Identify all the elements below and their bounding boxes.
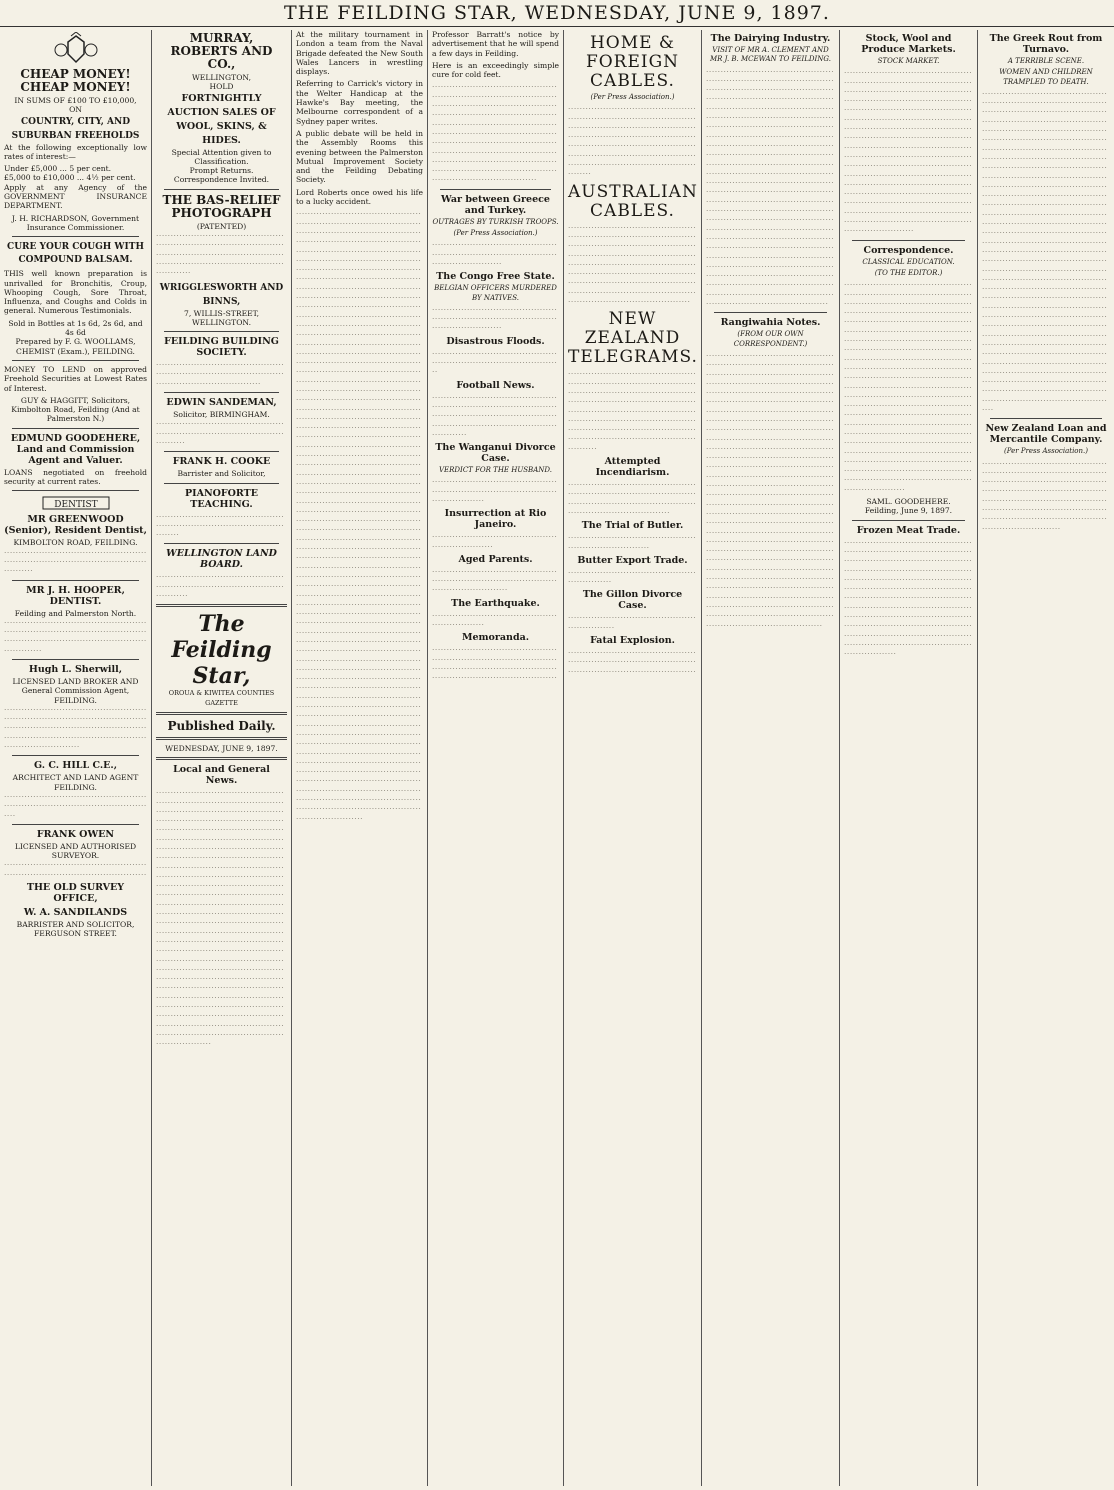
column-7	[840, 30, 978, 1486]
rate-2: £5,000 to £10,000 ... 4½ per cent.	[4, 173, 136, 183]
fatal-explosion-head: Fatal Explosion.	[590, 634, 675, 646]
earthquake-head: The Earthquake.	[451, 597, 540, 609]
column-5	[564, 30, 702, 1486]
basrelief-patent: (PATENTED)	[196, 221, 247, 231]
owen-sub: LICENSED AND AUTHORISED SURVEYOR.	[14, 841, 137, 861]
cooke-sub: Barrister and Solicitor,	[177, 469, 266, 479]
sandeman-body-filler: ··································································································	[156, 419, 285, 447]
football-filler: ························································································································································································	[432, 392, 558, 439]
stock-market-sub: STOCK MARKET.	[877, 57, 940, 65]
published-daily: Published Daily.	[167, 718, 276, 733]
butter-export-head: Butter Export Trade.	[577, 554, 688, 566]
rangiwahia-filler: ····································································································································································································································································································································································································································································································································································································································································································································································································································································································································································································································································································································································································································································································································································	[706, 350, 835, 630]
basrelief-sign: WRIGGLESWORTH AND BINNS,	[159, 282, 284, 307]
dairying-filler: ······················································································································································································································································································································································································································································································································································································································································································································································································································································································································································································································································································································································································	[706, 66, 835, 309]
basrelief-body-filler: ····························································································································································································	[156, 231, 285, 278]
paper-sub: OROUA & KIWITEA COUNTIES GAZETTE	[168, 689, 275, 707]
hooper-body-filler: ································································································································································	[4, 617, 147, 655]
money-lend-sign: GUY & HAGGITT, Solicitors, Kimbolton Road, Feilding (And at Palmerston N.)	[11, 395, 140, 424]
money-lend-body: MONEY TO LEND on approved Freehold Securities at Lowest Rates of Interest.	[4, 364, 147, 393]
gillon-filler: ····························································	[568, 613, 697, 632]
greek-rout-filler: ··························································································································································································································································································································································································································································································································································································································································································································································································································································································································································································································································································································································································································································································································································································································································································································	[982, 88, 1108, 414]
land-board-body-filler: ···································································································	[156, 572, 285, 601]
column-8	[978, 30, 1114, 1486]
congo-sub: BELGIAN OFFICERS MURDERED BY NATIVES.	[434, 284, 557, 302]
wanganui-divorce-head: The Wanganui Divorce Case.	[435, 442, 556, 465]
murray-attention: Special Attention given to Classification.	[171, 147, 272, 166]
sherwill-sub: LICENSED LAND BROKER AND General Commission Agent, FEILDING.	[12, 676, 139, 705]
correspondence-filler: ·····························································································································································································································································································································································································································································································································································································································································································································································································································································································································································································································	[844, 280, 973, 494]
wanganui-divorce-sub: VERDICT FOR THE HUSBAND.	[439, 466, 552, 475]
goodehere-body: LOANS negotiated on freehold security at current rates.	[4, 467, 147, 487]
sherwill-body-filler: ······························································································································································································································	[4, 704, 147, 752]
gillon-divorce-head: The Gillon Divorce Case.	[582, 589, 683, 612]
war-greece-sub: OUTRAGES BY TURKISH TROOPS.	[432, 217, 559, 226]
dairying-sub: VISIT OF MR A. CLEMENT AND MR J. B. MCEWAN TO FEILDING.	[710, 46, 831, 64]
home-foreign-head: HOME & FOREIGN CABLES.	[585, 33, 680, 91]
paper-title: The Feilding Star,	[171, 611, 272, 690]
butter-filler: ···························································	[568, 567, 697, 587]
memoranda-head: Memoranda.	[461, 632, 530, 644]
news-item-1: At the military tournament in London a team from the Naval Brigade defeated the New South Wales Lancers in wrestling displays.	[296, 30, 423, 77]
trampled-sub: WOMEN AND CHILDREN TRAMPLED TO DEATH.	[999, 68, 1093, 86]
rangiwahia-head: Rangiwahia Notes.	[720, 317, 821, 329]
barratt-notice: Professor Barratt's notice by advertisement that he will spend a few days in Feilding.	[432, 30, 559, 58]
letter-date: Feilding, June 9, 1897.	[864, 506, 953, 516]
greenwood-body-filler: ············································································································	[4, 547, 147, 576]
australian-cables-head: AUSTRALIAN CABLES.	[568, 181, 698, 221]
sandeman-title: EDWIN SANDEMAN,	[166, 397, 277, 409]
markets-filler: ····································································································································································································································································································································································································································································································································································································································································································································································································	[844, 68, 973, 236]
basrelief-title: THE BAS-RELIEF PHOTOGRAPH	[162, 192, 281, 220]
column-3	[292, 30, 428, 1486]
col4-top-filler: ··················································································································································································································································································································································································································································································	[432, 82, 558, 185]
terrible-scene-sub: A TERRIBLE SCENE.	[1007, 57, 1085, 65]
murray-title: MURRAY, ROBERTS AND CO.,	[170, 31, 273, 71]
issue-date: WEDNESDAY, JUNE 9, 1897.	[165, 743, 278, 753]
frozen-meat-filler: ··································································································································································································································································································································································································································································································································································	[844, 537, 973, 659]
dentist-banner-icon	[41, 495, 111, 511]
rate-1: Under £5,000 ... 5 per cent.	[4, 164, 112, 174]
aged-parents-filler: ················································································································	[432, 566, 558, 595]
hill-title: G. C. HILL C.E.,	[33, 760, 118, 772]
nz-loan-head: New Zealand Loan and Mercantile Company.	[985, 423, 1107, 446]
rio-filler: ································································	[432, 532, 558, 551]
col3-body-filler: ··································································································································································································································································································································································································································································································································································································································································································································································································································································································································································································································································································································································································································································································································································································································································································································································································································································································································································································································································································································································································································································································································································································································································································································································································································································································································································································································································································································································································································································································································	[296, 209, 422, 823]
war-greece-filler: ··············································································································	[432, 240, 558, 268]
cough-title: CURE YOUR COUGH WITH COMPOUND BALSAM.	[7, 242, 144, 266]
murray-corr: Correspondence Invited.	[173, 175, 270, 185]
commissioner-sign: J. H. RICHARDSON, Government Insurance Commissioner.	[11, 213, 140, 232]
explosion-filler: ····································································································································	[568, 647, 697, 676]
sherwill-title: Hugh L. Sherwill,	[28, 663, 123, 675]
column-4	[428, 30, 564, 1486]
sandilands-title: W. A. SANDILANDS	[23, 907, 128, 919]
column-2	[152, 30, 292, 1486]
cough-price: Sold in Bottles at 1s 6d, 2s 6d, and 4s 6d	[8, 318, 143, 338]
wanganui-filler: ········································································································	[432, 477, 558, 505]
markets-head: Stock, Wool and Produce Markets.	[861, 33, 956, 55]
news-item-4: Lord Roberts once owed his life to a lucky accident.	[296, 187, 423, 207]
classical-education-sub: CLASSICAL EDUCATION.	[862, 257, 955, 266]
murray-city: WELLINGTON,	[191, 73, 251, 82]
column-1	[0, 30, 152, 1486]
greek-rout-head: The Greek Rout from Turnavo.	[989, 33, 1103, 55]
home-foreign-filler: ····························································································································································································································································································································	[568, 104, 697, 179]
australian-filler: ··········································································································································································································································································································································································································	[568, 222, 697, 307]
congo-head: The Congo Free State.	[436, 271, 555, 283]
cheap-money-title: CHEAP MONEY! CHEAP MONEY!	[20, 67, 131, 94]
svg-text:DENTIST: DENTIST	[53, 500, 98, 511]
cheap-money-on: ON	[69, 105, 82, 115]
butler-trial-head: The Trial of Butler.	[581, 520, 684, 532]
floods-filler: ························································································	[432, 348, 558, 377]
hooper-sub: Feilding and Palmerston North.	[14, 608, 137, 618]
hooper-title: MR J. H. HOOPER, DENTIST.	[26, 584, 125, 607]
murray-hold: HOLD	[209, 82, 234, 92]
pianoforte-title: PIANOFORTE TEACHING.	[185, 487, 258, 510]
news-item-3: A public debate will be held in the Assembly Rooms this evening between the Palmerston Mutual Improvement Society and the Feilding Debating Society.	[296, 128, 423, 185]
letter-sign: SAML. GOODEHERE.	[866, 497, 951, 507]
cheap-money-apply: Apply at any Agency of the GOVERNMENT INSURANCE DEPARTMENT.	[4, 182, 147, 211]
correspondence-head: Correspondence.	[863, 244, 954, 256]
war-greece-head: War between Greece and Turkey.	[441, 193, 550, 216]
congo-filler: ··············································································································	[432, 304, 558, 333]
cheap-money-types: COUNTRY, CITY, AND SUBURBAN FREEHOLDS	[11, 116, 140, 141]
cheap-money-amount: IN SUMS OF £100 TO £10,000,	[14, 96, 137, 105]
football-head: Football News.	[456, 379, 535, 391]
column-6	[702, 30, 840, 1486]
building-society-title: FEILDING BUILDING SOCIETY.	[164, 336, 279, 359]
hill-body-filler: ······································································································	[4, 791, 147, 820]
frozen-meat-head: Frozen Meat Trade.	[856, 524, 961, 536]
murray-returns: Prompt Returns.	[189, 166, 254, 176]
local-news-head: Local and General News.	[173, 764, 270, 787]
to-editor: (TO THE EDITOR.)	[874, 268, 943, 277]
nz-loan-filler: ········································································································································································································································································································································	[982, 458, 1108, 533]
coat-of-arms-icon	[51, 32, 101, 66]
memoranda-filler: ············································································································································································	[432, 645, 558, 683]
survey-office-title: THE OLD SURVEY OFFICE,	[26, 882, 125, 905]
building-society-body-filler: ····························································································································	[156, 360, 285, 388]
sandeman-sub: Solicitor, BIRMINGHAM.	[173, 410, 270, 420]
cold-feet-cure: Here is an exceedingly simple cure for cold feet.	[432, 60, 559, 80]
pianoforte-body-filler: ································································································	[156, 511, 285, 540]
floods-head: Disastrous Floods.	[446, 335, 545, 347]
press-assoc-1: (Per Press Association.)	[453, 229, 538, 238]
cheap-money-rates: At the following exceptionally low rates of interest:—	[4, 142, 147, 161]
hill-sub: ARCHITECT AND LAND AGENT FEILDING.	[12, 773, 139, 792]
nz-telegrams-filler: ··········································································································································································································································································································································································	[568, 369, 697, 453]
incendiarism-filler: ·······································································································································································	[568, 480, 697, 517]
rio-head: Insurrection at Rio Janeiro.	[444, 508, 547, 531]
owen-body-filler: ··································································································	[4, 860, 147, 879]
goodehere-title: EDMUND GOODEHERE, Land and Commission Agent and Valuer.	[10, 432, 141, 466]
owen-title: FRANK OWEN	[36, 828, 115, 840]
press-assoc-2: (Per Press Association.)	[590, 93, 675, 101]
greenwood-addr: KIMBOLTON ROAD, FEILDING.	[13, 538, 138, 548]
murray-sales: FORTNIGHTLY AUCTION SALES OF WOOL, SKINS, & HIDES.	[167, 92, 276, 146]
nz-telegrams-head: NEW ZEALAND TELEGRAMS.	[568, 309, 698, 368]
land-board-title: WELLINGTON LAND BOARD.	[166, 548, 277, 571]
earthquake-filler: ·····························································	[432, 610, 558, 630]
local-news-body-filler: ·······················································································································································································································································································································································································································································································································································································································································································································································································································································································································································································································································································································································································································································	[156, 788, 285, 1049]
cough-by: Prepared by F. G. WOOLLAMS, CHEMIST (Exam.), FEILDING.	[15, 337, 136, 356]
butler-filler: ········································································	[568, 533, 697, 552]
news-item-2: Referring to Carrick's victory in the Welter Handicap at the Hawke's Bay meeting, the Melbourne correspondent of a Sydney paper writes.	[296, 79, 423, 126]
masthead: THE FEILDING STAR, WEDNESDAY, JUNE 9, 1897.	[0, 0, 1114, 27]
sandilands-sub: BARRISTER AND SOLICITOR, FERGUSON STREET.	[16, 920, 135, 939]
rangiwahia-sub: (FROM OUR OWN CORRESPONDENT.)	[733, 330, 808, 348]
greenwood-title: MR GREENWOOD (Senior), Resident Dentist,	[4, 514, 147, 537]
cooke-title: FRANK H. COOKE	[172, 456, 271, 468]
dairying-head: The Dairying Industry.	[710, 33, 831, 44]
basrelief-addr: 7, WILLIS-STREET, WELLINGTON.	[183, 308, 260, 327]
cough-body: THIS well known preparation is unrivalled for Bronchitis, Croup, Whooping Cough, Sore Throat, Influenza, and Coughs and Colds in general. Numerous Testimonials.	[4, 269, 147, 316]
aged-parents-head: Aged Parents.	[458, 553, 533, 565]
incendiarism-head: Attempted Incendiarism.	[595, 456, 670, 479]
press-assoc-3: (Per Press Association.)	[1004, 447, 1088, 456]
